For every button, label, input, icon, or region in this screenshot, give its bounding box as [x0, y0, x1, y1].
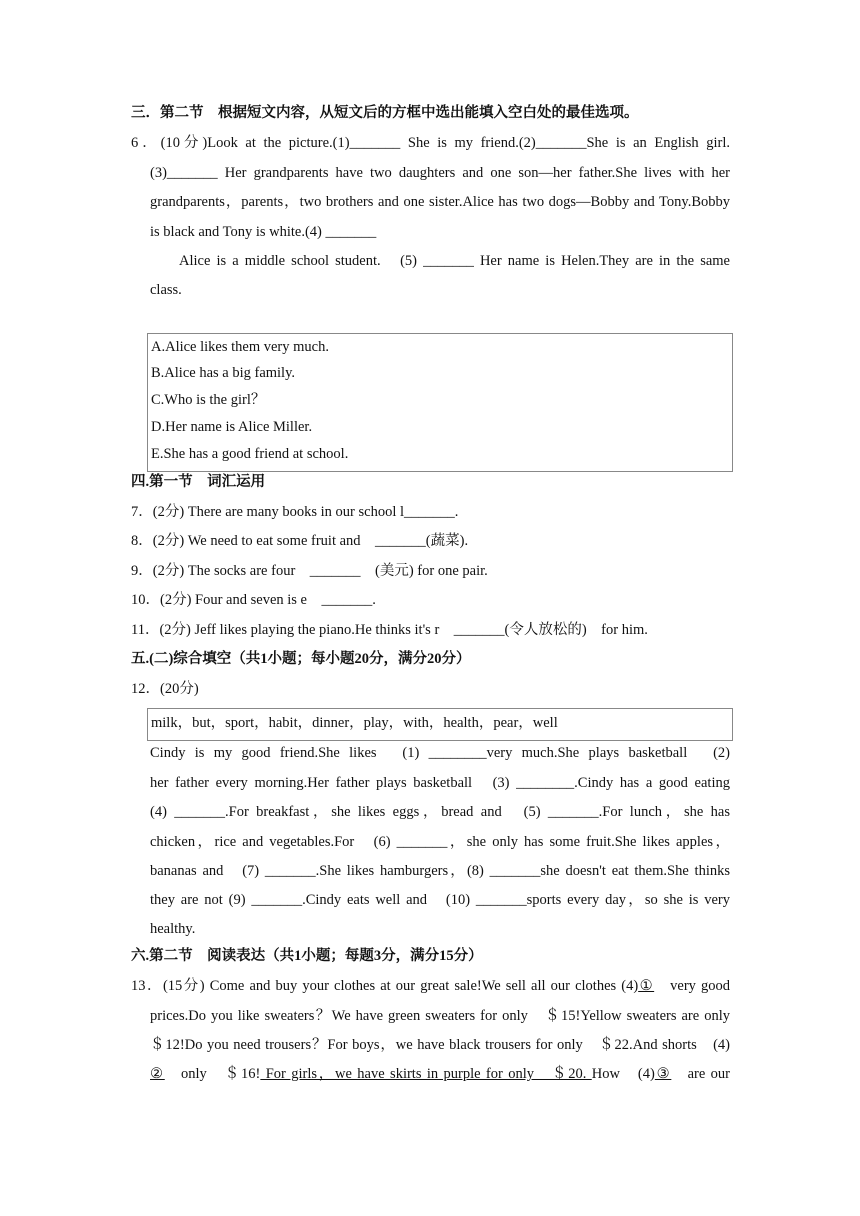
section-4-heading: 四.第一节 词汇运用 — [131, 474, 266, 490]
q13-blank-1-marker: ① — [638, 978, 655, 994]
q6-option-d: D.Her name is Alice Miller. — [151, 419, 313, 435]
q6-line-5: Alice is a middle school student. (5) _______ Her name is Helen.They are in the same — [179, 253, 730, 269]
q6-option-a: A.Alice likes them very much. — [151, 339, 329, 355]
q13-line-4 — [150, 1064, 730, 1084]
q6-line-4b: is black and Tony is white.(4) _______ — [150, 224, 377, 240]
q6-line-3: grandparents，parents，two brothers and one sister.Alice has two dogs—Bobby and Tony.Bobby — [150, 194, 730, 210]
q8: 8．(2分) We need to eat some fruit and _______(蔬菜). — [131, 533, 469, 549]
section-6-heading: 六.第二节 阅读表达（共1小题；每题3分，满分15分） — [131, 948, 483, 964]
q6-line-1: 6．(10分)Look at the picture.(1)_______ She is my friend.(2)_______She is an English girl. — [131, 135, 730, 151]
q13-line-3: ＄12!Do you need trousers？For boys，we have black trousers for only ＄22.And shorts (4) — [150, 1037, 730, 1053]
q7: 7．(2分) There are many books in our school l_______. — [131, 504, 459, 520]
q13-line-1 — [131, 976, 730, 996]
q6-line-2: (3)_______ Her grandparents have two daughters and one son—her father.She lives with her — [150, 165, 730, 181]
q12-word-list: milk，but，sport，habit，dinner，play，with，health，pear，well — [151, 715, 558, 731]
q6-option-b: B.Alice has a big family. — [151, 365, 296, 381]
q13-line-4-c: are our — [671, 1066, 730, 1082]
q11: 11．(2分) Jeff likes playing the piano.He thinks it's r _______(令人放松的) for him. — [131, 622, 648, 638]
q13-line-4-a: only ＄16! — [164, 1066, 261, 1082]
section-5-heading: 五.(二)综合填空（共1小题；每小题20分，满分20分） — [131, 651, 471, 667]
q6-line-6: class. — [150, 282, 182, 298]
q13-blank-2-marker: ② — [150, 1066, 165, 1082]
q12-word-box — [147, 708, 733, 741]
q12-line-2: her father every morning.Her father plays basketball (3) ________.Cindy has a good eating — [150, 775, 730, 791]
q12-line-7: healthy. — [150, 921, 196, 937]
q13-line-4-b: How (4) — [591, 1066, 655, 1082]
q12-line-4: chicken，rice and vegetables.For (6) _______，she only has some fruit.She likes apples， — [150, 834, 730, 850]
q6-option-e: E.She has a good friend at school. — [151, 446, 349, 462]
q10: 10．(2分) Four and seven is e _______. — [131, 592, 376, 608]
q13-blank-3-marker: ③ — [654, 1066, 672, 1082]
q13-line-1-text: 13．(15分) Come and buy your clothes at our great sale!We sell all our clothes (4) — [131, 978, 639, 994]
q13-line-1-tail: very good — [654, 978, 731, 994]
q6-option-c: C.Who is the girl？ — [151, 392, 266, 408]
q12-number: 12．(20分) — [131, 681, 199, 697]
q12-line-1: Cindy is my good friend.She likes (1) ________very much.She plays basketball (2) — [150, 745, 730, 761]
q9: 9．(2分) The socks are four _______ (美元) for one pair. — [131, 563, 488, 579]
section-3-heading: 三．第二节 根据短文内容，从短文后的方框中选出能填入空白处的最佳选项。 — [131, 105, 639, 121]
q12-line-5: bananas and (7) _______.She likes hamburgers，(8) _______she doesn't eat them.She thinks — [150, 863, 730, 879]
q13-underlined-sentence: For girls，we have skirts in purple for only ＄20. — [260, 1066, 592, 1082]
q6-options-box — [147, 333, 733, 472]
q13-line-2: prices.Do you like sweaters？We have green sweaters for only ＄15!Yellow sweaters are only — [150, 1008, 730, 1024]
q12-line-6: they are not (9) _______.Cindy eats well and (10) _______sports every day，so she is very — [150, 892, 730, 908]
q12-line-3: (4) _______.For breakfast，she likes eggs，bread and (5) _______.For lunch，she has — [150, 804, 730, 820]
